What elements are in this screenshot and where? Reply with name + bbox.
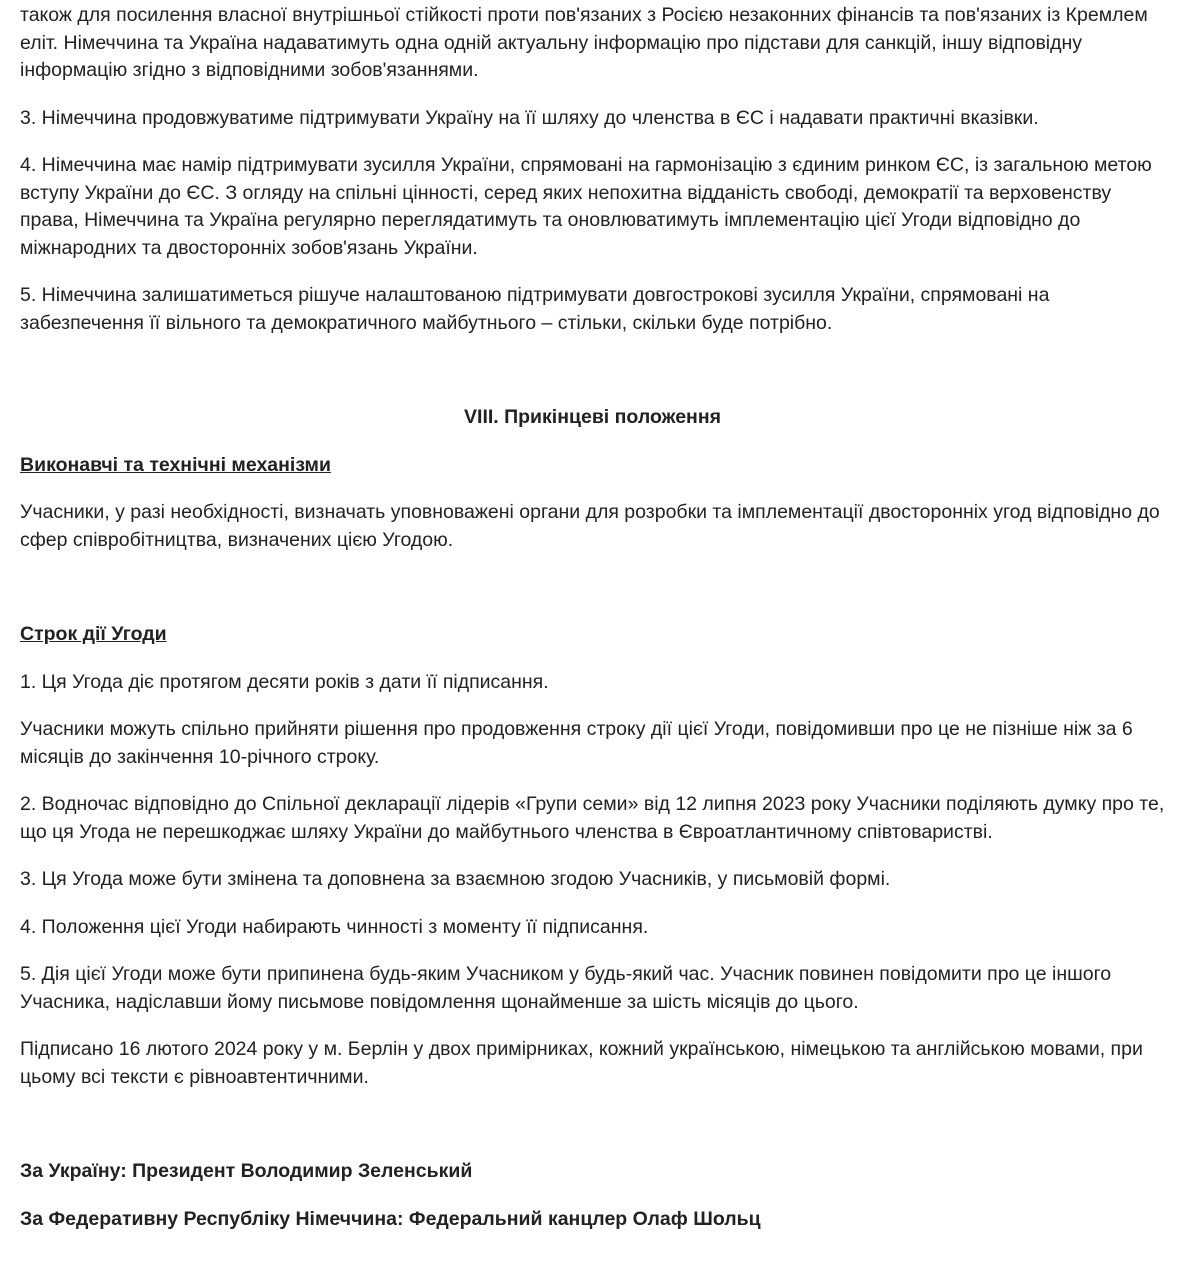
signature-germany: За Федеративну Республіку Німеччина: Федеральний канцлер Олаф Шольц	[20, 1207, 761, 1230]
paragraph-signing-statement: Підписано 16 лютого 2024 року у м. Берлін у двох примірниках, кожний українською, німецькою та англійською мовами, при цьому всі тексти є рівноавтентичними.	[20, 1038, 1143, 1088]
paragraph-duration-item-4: 4. Положення цієї Угоди набирають чинності з моменту її підписання.	[20, 915, 649, 938]
mechanisms-subheading: Виконавчі та технічні механізми	[20, 453, 331, 476]
paragraph-duration-item-2: 2. Водночас відповідно до Спільної декларації лідерів «Групи семи» від 12 липня 2023 року Учасники поділяють думку про те, що ця Угода не перешкоджає шляху України до майбутнього членства в Євроатлантичному співтоваристві.	[20, 793, 1165, 843]
paragraph-sanctions-continuation: також для посилення власної внутрішньої стійкості проти пов'язаних з Росією незаконних фінансів та пов'язаних із Кремлем еліт. Німеччина та Україна надаватимуть одна одній актуальну інформацію про підстави для санкцій, іншу відповідну інформацію згідно з відповідними зобов'язаннями.	[20, 4, 1148, 81]
signature-ukraine: За Україну: Президент Володимир Зеленський	[20, 1160, 473, 1182]
paragraph-duration-item-5: 5. Дія цієї Угоди може бути припинена будь-яким Учасником у будь-який час. Учасник повинен повідомити про це іншого Учасника, надіславши йому письмове повідомлення щонайменше за шість місяців до цього.	[20, 963, 1112, 1013]
section-viii-heading: VIII. Прикінцеві положення	[464, 406, 721, 428]
paragraph-mechanisms-body: Учасники, у разі необхідності, визначать уповноважені органи для розробки та імплементації двосторонніх угод відповідно до сфер співробітництва, визначених цією Угодою.	[20, 501, 1160, 551]
duration-subheading: Строк дії Угоди	[20, 623, 167, 645]
paragraph-duration-item-1: 1. Ця Угода діє протягом десяти років з дати її підписання.	[20, 670, 549, 693]
paragraph-eu-item-4: 4. Німеччина має намір підтримувати зусилля України, спрямовані на гармонізацію з єдиним ринком ЄС, із загальною метою вступу України до ЄС. З огляду на спільні цінності, серед яких непохитна відданість свободі, демократії та верховенству права, Німеччина та Україна регулярно переглядатимуть та оновлюватимуть імплементацію цієї Угоди відповідно до міжнародних та двосторонніх зобов'язань України.	[20, 154, 1152, 259]
paragraph-duration-item-1-extension: Учасники можуть спільно прийняти рішення про продовження строку дії цієї Угоди, повідомивши про це не пізніше ніж за 6 місяців до закінчення 10-річного строку.	[20, 718, 1133, 768]
paragraph-eu-item-5: 5. Німеччина залишатиметься рішуче налаштованою підтримувати довгострокові зусилля України, спрямовані на забезпечення її вільного та демократичного майбутнього – стільки, скільки буде потрібно.	[20, 284, 1050, 334]
paragraph-eu-item-3: 3. Німеччина продовжуватиме підтримувати Україну на її шляху до членства в ЄС і надавати практичні вказівки.	[20, 106, 1039, 129]
paragraph-duration-item-3: 3. Ця Угода може бути змінена та доповнена за взаємною згодою Учасників, у письмовій формі.	[20, 868, 891, 890]
